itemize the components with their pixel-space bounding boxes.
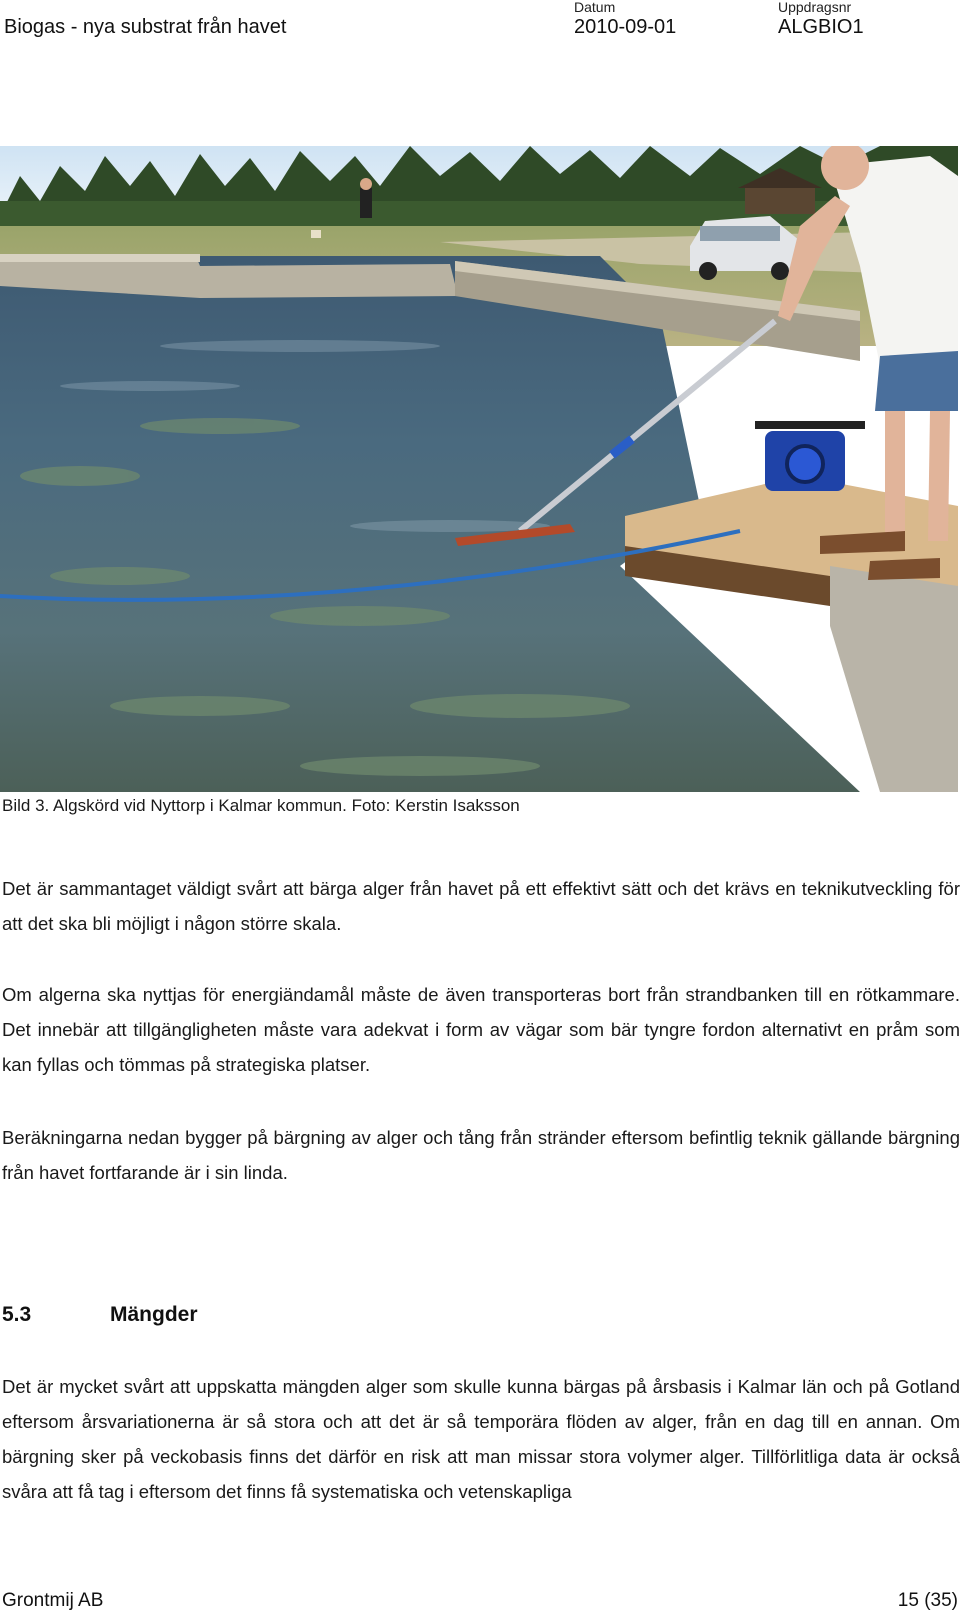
paragraph-2: Om algerna ska nyttjas för energiändamål måste de även transporteras bort från strandbanken till en rötkammare. Det innebär att tillgängligheten måste vara adekvat i form av vägar som bär tyngre fordon alternativt en pråm som kan fyllas och tömmas på strategiska platser. bbox=[2, 984, 960, 1075]
footer-page-number: 15 (35) bbox=[897, 1590, 958, 1611]
date-label: Datum bbox=[574, 0, 616, 15]
figure-caption: Bild 3. Algskörd vid Nyttorp i Kalmar kommun. Foto: Kerstin Isaksson bbox=[2, 796, 520, 815]
section-number: 5.3 bbox=[2, 1303, 32, 1326]
paragraph-3: Beräkningarna nedan bygger på bärgning av alger och tång från stränder eftersom befintlig teknik gällande bärgning från havet fortfarande är i sin linda. bbox=[2, 1127, 960, 1183]
document-title: Biogas - nya substrat från havet bbox=[4, 16, 287, 38]
algae-harvest-photo bbox=[0, 146, 958, 792]
date-value: 2010-09-01 bbox=[574, 16, 677, 38]
footer-company: Grontmij AB bbox=[2, 1590, 104, 1611]
assignment-label: Uppdragsnr bbox=[778, 0, 852, 15]
paragraph-1: Det är sammantaget väldigt svårt att bärga alger från havet på ett effektivt sätt och det krävs en teknikutveckling för att det ska bli möjligt i någon större skala. bbox=[2, 878, 960, 934]
section-title: Mängder bbox=[110, 1303, 198, 1326]
assignment-value: ALGBIO1 bbox=[778, 16, 864, 38]
section-paragraph: Det är mycket svårt att uppskatta mängden alger som skulle kunna bärgas på årsbasis i Kalmar län och på Gotland eftersom årsvariationerna är så stora och att det är så temporära flöden av alger, från en dag till en annan. Om bärgning sker på veckobasis finns det därför en risk att man missar stora volymer alger. Tillförlitliga data är också svåra att få tag i eftersom det finns få systematiska och vetenskapliga bbox=[2, 1376, 960, 1502]
